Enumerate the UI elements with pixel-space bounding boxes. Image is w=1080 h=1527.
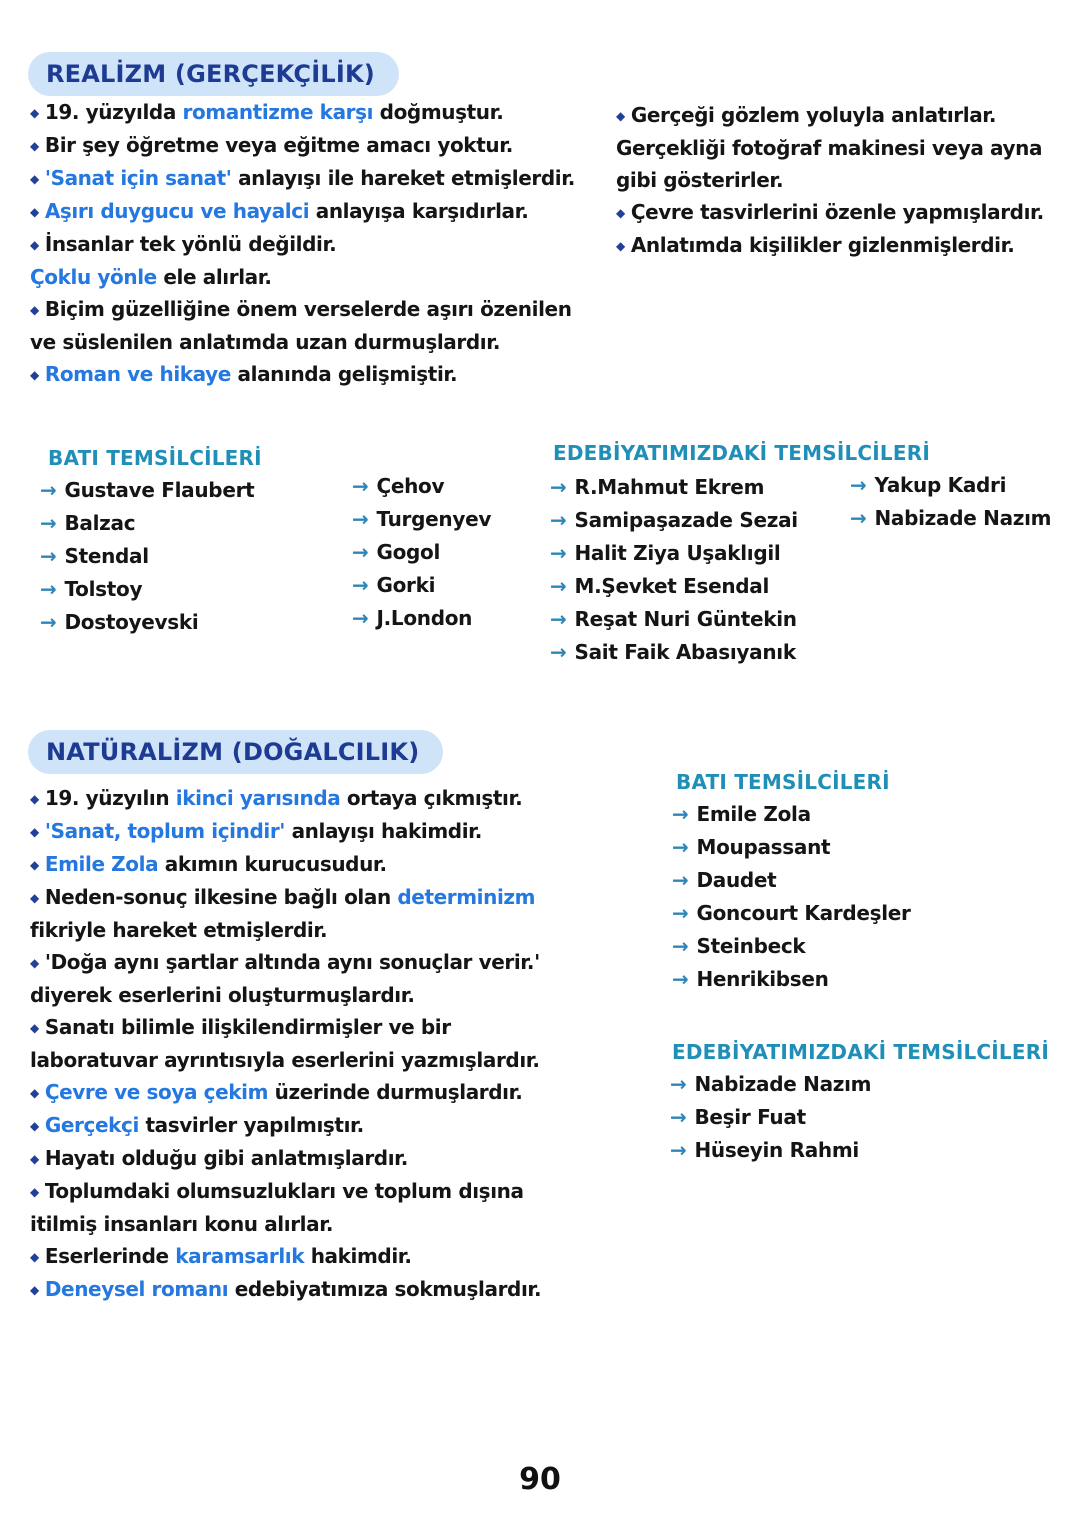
representative-name: Gogol bbox=[376, 540, 441, 564]
realizm-turkish-reps-title: EDEBİYATIMIZDAKİ TEMSİLCİLERİ bbox=[553, 441, 930, 465]
note-text: ortaya çıkmıştır. bbox=[340, 786, 523, 810]
representative-name: Yakup Kadri bbox=[874, 473, 1007, 497]
arrow-icon: → bbox=[672, 934, 689, 958]
naturalizm-turkish-reps-col1 bbox=[670, 1068, 871, 1167]
bullet-icon: ◆ bbox=[30, 1021, 39, 1035]
note-line bbox=[30, 815, 640, 848]
note-text: anlayışa karşıdırlar. bbox=[309, 199, 529, 223]
representative-item bbox=[352, 602, 491, 635]
representative-name: Daudet bbox=[696, 868, 777, 892]
arrow-icon: → bbox=[672, 835, 689, 859]
naturalizm-west-reps-col1 bbox=[672, 798, 911, 996]
note-line bbox=[30, 1044, 640, 1076]
note-text: Sanatı bilimle ilişkilendirmişler ve bir bbox=[44, 1015, 451, 1039]
note-text: Hayatı olduğu gibi anlatmışlardır. bbox=[44, 1146, 408, 1170]
bullet-icon: ◆ bbox=[30, 1250, 39, 1264]
highlighted-text: Çevre ve soya çekim bbox=[44, 1080, 269, 1104]
realizm-left-bullets bbox=[30, 96, 615, 391]
note-text: 19. yüzyılın bbox=[44, 786, 176, 810]
highlighted-text: Çoklu yönle bbox=[30, 265, 157, 289]
representative-item bbox=[672, 963, 911, 996]
note-text: Çevre tasvirlerini özenle yapmışlardır. bbox=[630, 200, 1044, 224]
naturalizm-turkish-reps-title: EDEBİYATIMIZDAKİ TEMSİLCİLERİ bbox=[672, 1040, 1049, 1064]
representative-name: Hüseyin Rahmi bbox=[694, 1138, 859, 1162]
bullet-icon: ◆ bbox=[30, 303, 39, 317]
note-line bbox=[30, 293, 615, 326]
highlighted-text: 'Sanat, toplum içindir' bbox=[44, 819, 285, 843]
arrow-icon: → bbox=[352, 507, 369, 531]
arrow-icon: → bbox=[550, 607, 567, 631]
highlighted-text: Aşırı duygucu ve hayalci bbox=[44, 199, 310, 223]
representative-item bbox=[550, 603, 798, 636]
highlighted-text: karamsarlık bbox=[175, 1244, 305, 1268]
representative-name: Stendal bbox=[64, 544, 149, 568]
representative-item bbox=[672, 897, 911, 930]
realizm-right-bullets bbox=[616, 99, 1066, 262]
representative-item bbox=[40, 474, 254, 507]
note-line bbox=[30, 946, 640, 979]
bullet-icon: ◆ bbox=[30, 891, 39, 905]
note-line bbox=[30, 195, 615, 228]
representative-item bbox=[40, 540, 254, 573]
note-text: 19. yüzyılda bbox=[44, 100, 183, 124]
representative-name: Gorki bbox=[376, 573, 436, 597]
note-line bbox=[30, 1175, 640, 1208]
naturalizm-west-reps-title: BATI TEMSİLCİLERİ bbox=[676, 770, 890, 794]
representative-item bbox=[550, 537, 798, 570]
bullet-icon: ◆ bbox=[30, 1283, 39, 1297]
realizm-turkish-reps-col2 bbox=[850, 469, 1051, 535]
note-line bbox=[30, 1142, 640, 1175]
representative-item bbox=[352, 569, 491, 602]
representative-name: Samipaşazade Sezai bbox=[574, 508, 798, 532]
highlighted-text: romantizme karşı bbox=[182, 100, 374, 124]
note-line bbox=[30, 848, 640, 881]
arrow-icon: → bbox=[670, 1072, 687, 1096]
note-line bbox=[30, 1208, 640, 1240]
realizm-turkish-reps-col1 bbox=[550, 471, 798, 669]
highlighted-text: ikinci yarısında bbox=[175, 786, 341, 810]
arrow-icon: → bbox=[40, 610, 57, 634]
note-text: ele alırlar. bbox=[156, 265, 272, 289]
note-text: Neden-sonuç ilkesine bağlı olan bbox=[44, 885, 398, 909]
bullet-icon: ◆ bbox=[30, 205, 39, 219]
arrow-icon: → bbox=[352, 474, 369, 498]
note-text: edebiyatımıza sokmuşlardır. bbox=[228, 1277, 542, 1301]
note-line bbox=[30, 1240, 640, 1273]
naturalizm-section-title: NATÜRALİZM (DOĞALCILIK) bbox=[28, 730, 443, 774]
representative-item bbox=[550, 636, 798, 669]
bullet-icon: ◆ bbox=[616, 206, 625, 220]
representative-item bbox=[352, 503, 491, 536]
representative-item bbox=[40, 606, 254, 639]
arrow-icon: → bbox=[40, 478, 57, 502]
note-text: doğmuştur. bbox=[373, 100, 504, 124]
arrow-icon: → bbox=[670, 1138, 687, 1162]
representative-item bbox=[672, 864, 911, 897]
representative-item bbox=[850, 469, 1051, 502]
note-text: Anlatımda kişilikler gizlenmişlerdir. bbox=[630, 233, 1015, 257]
bullet-icon: ◆ bbox=[30, 956, 39, 970]
bullet-icon: ◆ bbox=[30, 858, 39, 872]
bullet-icon: ◆ bbox=[30, 1119, 39, 1133]
representative-item bbox=[670, 1068, 871, 1101]
note-line bbox=[30, 1273, 640, 1306]
bullet-icon: ◆ bbox=[30, 1152, 39, 1166]
representative-name: Balzac bbox=[64, 511, 136, 535]
note-text: gibi gösterirler. bbox=[616, 168, 784, 192]
note-text: laboratuvar ayrıntısıyla eserlerini yazmışlardır. bbox=[30, 1048, 540, 1072]
bullet-icon: ◆ bbox=[616, 239, 625, 253]
arrow-icon: → bbox=[850, 506, 867, 530]
arrow-icon: → bbox=[850, 473, 867, 497]
representative-name: J.London bbox=[376, 606, 473, 630]
highlighted-text: Roman ve hikaye bbox=[44, 362, 231, 386]
representative-item bbox=[672, 930, 911, 963]
representative-name: Dostoyevski bbox=[64, 610, 199, 634]
note-text: diyerek eserlerini oluşturmuşlardır. bbox=[30, 983, 415, 1007]
note-line bbox=[616, 196, 1066, 229]
bullet-icon: ◆ bbox=[30, 825, 39, 839]
representative-item bbox=[550, 471, 798, 504]
note-line bbox=[30, 96, 615, 129]
realizm-section-title: REALİZM (GERÇEKÇİLİK) bbox=[28, 52, 399, 96]
arrow-icon: → bbox=[672, 802, 689, 826]
note-text: Gerçeği gözlem yoluyla anlatırlar. bbox=[630, 103, 997, 127]
arrow-icon: → bbox=[352, 540, 369, 564]
note-line bbox=[30, 261, 615, 293]
note-line bbox=[30, 228, 615, 261]
arrow-icon: → bbox=[352, 573, 369, 597]
bullet-icon: ◆ bbox=[30, 106, 39, 120]
bullet-icon: ◆ bbox=[616, 109, 625, 123]
representative-item bbox=[40, 507, 254, 540]
bullet-icon: ◆ bbox=[30, 1086, 39, 1100]
bullet-icon: ◆ bbox=[30, 172, 39, 186]
representative-name: Goncourt Kardeşler bbox=[696, 901, 911, 925]
arrow-icon: → bbox=[40, 544, 57, 568]
note-line bbox=[616, 99, 1066, 132]
representative-name: Halit Ziya Uşaklıgil bbox=[574, 541, 781, 565]
highlighted-text: 'Sanat için sanat' bbox=[44, 166, 232, 190]
note-line bbox=[30, 129, 615, 162]
note-text: alanında gelişmiştir. bbox=[230, 362, 458, 386]
representative-item bbox=[550, 570, 798, 603]
bullet-icon: ◆ bbox=[30, 792, 39, 806]
representative-name: Beşir Fuat bbox=[694, 1105, 806, 1129]
note-text: Biçim güzelliğine önem verselerde aşırı özenilen bbox=[44, 297, 572, 321]
bullet-icon: ◆ bbox=[30, 368, 39, 382]
arrow-icon: → bbox=[550, 574, 567, 598]
representative-name: Henrikibsen bbox=[696, 967, 829, 991]
representative-name: Sait Faik Abasıyanık bbox=[574, 640, 796, 664]
note-line bbox=[30, 979, 640, 1011]
note-text: Toplumdaki olumsuzlukları ve toplum dışına bbox=[44, 1179, 524, 1203]
note-text: İnsanlar tek yönlü değildir. bbox=[44, 232, 337, 256]
representative-name: M.Şevket Esendal bbox=[574, 574, 770, 598]
note-line bbox=[616, 132, 1066, 164]
arrow-icon: → bbox=[672, 901, 689, 925]
representative-name: Steinbeck bbox=[696, 934, 806, 958]
representative-name: Emile Zola bbox=[696, 802, 811, 826]
representative-name: Nabizade Nazım bbox=[694, 1072, 872, 1096]
arrow-icon: → bbox=[672, 967, 689, 991]
representative-item bbox=[670, 1134, 871, 1167]
note-text: fikriyle hareket etmişlerdir. bbox=[30, 918, 328, 942]
note-line bbox=[30, 326, 615, 358]
note-text: itilmiş insanları konu alırlar. bbox=[30, 1212, 334, 1236]
arrow-icon: → bbox=[550, 475, 567, 499]
note-line bbox=[30, 358, 615, 391]
arrow-icon: → bbox=[550, 640, 567, 664]
note-line bbox=[30, 162, 615, 195]
realizm-west-reps-title: BATI TEMSİLCİLERİ bbox=[48, 446, 262, 470]
note-text: akımın kurucusudur. bbox=[158, 852, 387, 876]
representative-name: Gustave Flaubert bbox=[64, 478, 255, 502]
page-number: 90 bbox=[519, 1462, 561, 1497]
representative-name: Turgenyev bbox=[376, 507, 492, 531]
note-text: Bir şey öğretme veya eğitme amacı yoktur. bbox=[44, 133, 514, 157]
note-text: ve süslenilen anlatımda uzan durmuşlardır. bbox=[30, 330, 501, 354]
note-text: anlayışı ile hareket etmişlerdir. bbox=[231, 166, 576, 190]
note-line bbox=[30, 1011, 640, 1044]
note-line bbox=[30, 914, 640, 946]
representative-name: Nabizade Nazım bbox=[874, 506, 1052, 530]
bullet-icon: ◆ bbox=[30, 139, 39, 153]
note-text: 'Doğa aynı şartlar altında aynı sonuçlar verir.' bbox=[44, 950, 540, 974]
naturalizm-left-bullets bbox=[30, 782, 640, 1306]
realizm-west-reps-col1 bbox=[40, 474, 254, 639]
representative-name: Tolstoy bbox=[64, 577, 143, 601]
representative-item bbox=[850, 502, 1051, 535]
representative-item bbox=[550, 504, 798, 537]
arrow-icon: → bbox=[670, 1105, 687, 1129]
note-text: anlayışı hakimdir. bbox=[285, 819, 482, 843]
note-line bbox=[616, 229, 1066, 262]
arrow-icon: → bbox=[550, 508, 567, 532]
note-line bbox=[616, 164, 1066, 196]
arrow-icon: → bbox=[550, 541, 567, 565]
note-line bbox=[30, 881, 640, 914]
bullet-icon: ◆ bbox=[30, 1185, 39, 1199]
note-text: üzerinde durmuşlardır. bbox=[268, 1080, 523, 1104]
realizm-west-reps-col2 bbox=[352, 470, 491, 635]
highlighted-text: Emile Zola bbox=[44, 852, 159, 876]
representative-name: R.Mahmut Ekrem bbox=[574, 475, 765, 499]
note-text: tasvirler yapılmıştır. bbox=[138, 1113, 364, 1137]
note-text: hakimdir. bbox=[304, 1244, 412, 1268]
note-line bbox=[30, 1076, 640, 1109]
arrow-icon: → bbox=[40, 577, 57, 601]
bullet-icon: ◆ bbox=[30, 238, 39, 252]
note-line bbox=[30, 782, 640, 815]
arrow-icon: → bbox=[352, 606, 369, 630]
highlighted-text: determinizm bbox=[397, 885, 536, 909]
note-line bbox=[30, 1109, 640, 1142]
representative-name: Çehov bbox=[376, 474, 445, 498]
highlighted-text: Gerçekçi bbox=[44, 1113, 139, 1137]
representative-name: Moupassant bbox=[696, 835, 831, 859]
representative-item bbox=[352, 536, 491, 569]
arrow-icon: → bbox=[672, 868, 689, 892]
highlighted-text: Deneysel romanı bbox=[44, 1277, 229, 1301]
note-text: Gerçekliği fotoğraf makinesi veya ayna bbox=[616, 136, 1043, 160]
arrow-icon: → bbox=[40, 511, 57, 535]
representative-item bbox=[40, 573, 254, 606]
representative-item bbox=[672, 831, 911, 864]
note-text: Eserlerinde bbox=[44, 1244, 176, 1268]
representative-name: Reşat Nuri Güntekin bbox=[574, 607, 797, 631]
representative-item bbox=[670, 1101, 871, 1134]
representative-item bbox=[352, 470, 491, 503]
representative-item bbox=[672, 798, 911, 831]
